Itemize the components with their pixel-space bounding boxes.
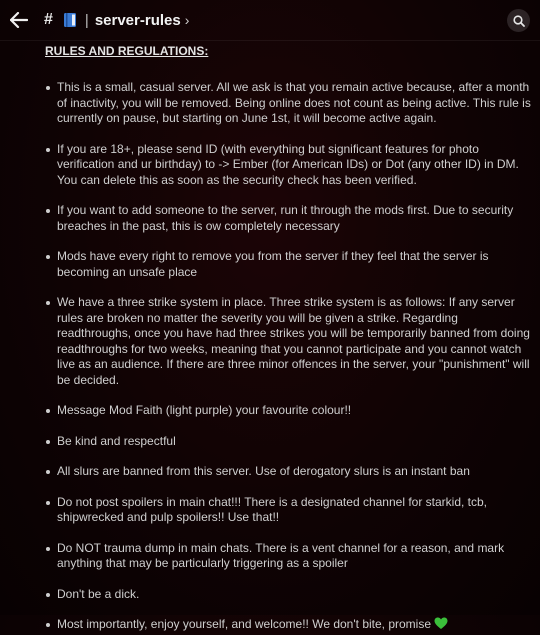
channel-name[interactable]: server-rules xyxy=(94,11,181,29)
rule-item: Do NOT trauma dump in main chats. There is a vent channel for a reason, and mark anything that may be particularly triggering as a spoiler xyxy=(0,541,540,572)
channel-header xyxy=(0,0,540,41)
rule-item: Be kind and respectful xyxy=(0,434,540,450)
rule-item: If you are 18+, please send ID (with everything but significant features for photo verification and ur birthday) to -> Ember (for American IDs) or Dot (any other ID) in DM. You can delete this as soon as the security check has been verified. xyxy=(0,142,540,189)
chevron-right-icon[interactable]: › xyxy=(184,12,190,28)
rule-item: Most importantly, enjoy yourself, and welcome!! We don't bite, promise xyxy=(0,617,540,635)
rule-item: This is a small, casual server. All we ask is that you remain active because, after a month of inactivity, you will be removed. Being online does not count as being active. This rule is currently on pause, but starting on June 1st, it will become active again. xyxy=(0,80,540,127)
rule-item: Do not post spoilers in main chat!!! There is a designated channel for starkid, tcb, shipwrecked and pulp spoilers!! Use that!! xyxy=(0,495,540,526)
back-button[interactable] xyxy=(8,9,30,31)
message-content xyxy=(0,40,540,635)
book-icon xyxy=(63,12,77,28)
rule-item: If you want to add someone to the server, run it through the mods first. Due to security breaches in the past, this is ow completely necessary xyxy=(0,203,540,234)
rule-item: All slurs are banned from this server. Use of derogatory slurs is an instant ban xyxy=(0,464,540,480)
rules-list xyxy=(0,80,540,635)
green-heart-icon xyxy=(434,617,448,635)
rules-heading: RULES AND REGULATIONS: xyxy=(45,44,209,58)
rule-item: Don't be a dick. xyxy=(0,587,540,603)
header-separator: | xyxy=(84,11,89,29)
rule-item: Mods have every right to remove you from the server if they feel that the server is becoming an unsafe place xyxy=(0,249,540,280)
rule-item: We have a three strike system in place. Three strike system is as follows: If any server rules are broken no matter the severity you will be given a strike. Regarding readthroughs, once you have had three strikes you will be temporarily banned from doing readthroughs for two weeks, meaning that you cannot participate and you cannot watch live as an audience. If there are three minor offences in the server, your "punishment" will be decided. xyxy=(0,295,540,388)
search-button[interactable] xyxy=(507,9,530,32)
search-icon xyxy=(513,15,525,27)
channel-hash-icon: # xyxy=(44,11,53,28)
arrow-left-icon xyxy=(10,12,28,28)
rule-item: Message Mod Faith (light purple) your favourite colour!! xyxy=(0,403,540,419)
